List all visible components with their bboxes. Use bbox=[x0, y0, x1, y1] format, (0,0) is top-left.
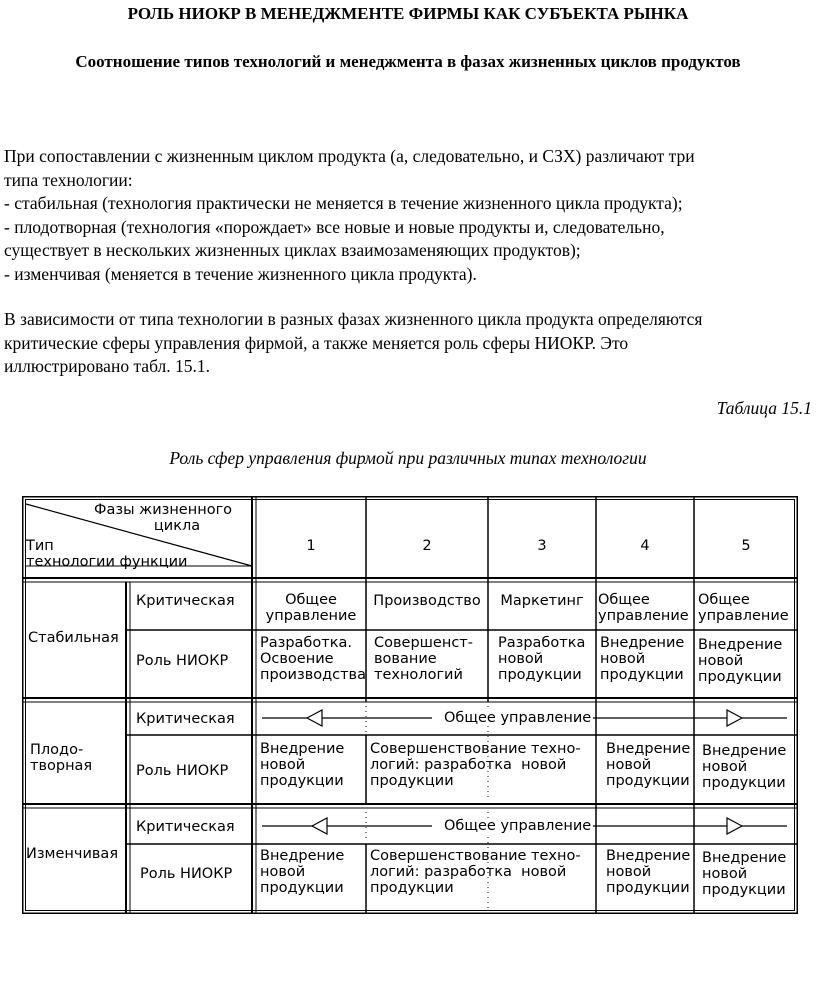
function-critical: Критическая bbox=[136, 819, 235, 835]
cell: Внедрение новой продукции bbox=[606, 741, 691, 789]
text-line: В зависимости от типа технологии в разных фазах жизненного цикла продукта определяются bbox=[4, 309, 703, 329]
cell: Производство bbox=[373, 593, 481, 609]
paragraph-management-spheres bbox=[4, 308, 812, 379]
text-line: критические сферы управления фирмой, а также меняется роль сферы НИОКР. Это bbox=[4, 332, 629, 353]
corner-phases-label: Фазы жизненного цикла bbox=[94, 502, 233, 534]
phase-4: 4 bbox=[640, 538, 650, 554]
cell: Внедрение новой продукции bbox=[260, 848, 345, 896]
cell: Внедрение новой продукции bbox=[260, 741, 345, 789]
critical-span: Общее управление bbox=[444, 710, 592, 726]
phase-5: 5 bbox=[741, 538, 751, 554]
cell: Маркетинг bbox=[500, 593, 584, 609]
function-rd-role: Роль НИОКР bbox=[136, 653, 229, 669]
phase-1: 1 bbox=[306, 538, 316, 554]
function-rd-role: Роль НИОКР bbox=[136, 763, 229, 779]
cell: Общее управление bbox=[598, 592, 689, 624]
function-critical: Критическая bbox=[136, 593, 235, 609]
cell: Внедрение новой продукции bbox=[702, 743, 787, 791]
arrow-left-icon bbox=[262, 818, 432, 834]
text-line: - изменчивая (меняется в течение жизненного цикла продукта). bbox=[4, 263, 477, 284]
text-line: При сопоставлении с жизненным циклом продукта (а, следовательно, и СЗХ) различают три bbox=[4, 146, 695, 166]
corner-type-label: Тип технологии функции bbox=[26, 538, 188, 570]
cell: Общее управление bbox=[698, 592, 789, 624]
text-line: - стабильная (технология практически не меняется в течение жизненного цикла продукта); bbox=[4, 193, 683, 213]
arrow-right-icon bbox=[588, 710, 787, 726]
arrow-right-icon bbox=[588, 818, 787, 834]
cell: Совершенст- вование технологий bbox=[374, 635, 473, 683]
page-heading: РОЛЬ НИОКР В МЕНЕДЖМЕНТЕ ФИРМЫ КАК СУБЪЕКТА РЫНКА bbox=[127, 4, 689, 23]
cell: Разработка новой продукции bbox=[498, 635, 586, 683]
text-line: - плодотворная (технология «порождает» все новые и новые продукты и, следовательно, bbox=[4, 216, 665, 237]
text-line: типа технологии: bbox=[4, 169, 133, 190]
cell: Внедрение новой продукции bbox=[698, 637, 783, 685]
function-rd-role: Роль НИОКР bbox=[140, 866, 233, 882]
technology-management-table bbox=[22, 496, 798, 914]
cell: Внедрение новой продукции bbox=[606, 848, 691, 896]
cell: Совершенствование техно- логий: разработка новой продукции bbox=[370, 741, 581, 789]
type-stable: Стабильная bbox=[28, 630, 119, 646]
arrow-left-icon bbox=[262, 710, 432, 726]
cell: Внедрение новой продукции bbox=[600, 635, 685, 683]
cell: Разработка. Освоение производства bbox=[260, 635, 366, 683]
text-line: существует в нескольких жизненных циклах взаимозаменяющих продуктов); bbox=[4, 240, 581, 260]
type-variable: Изменчивая bbox=[26, 846, 119, 862]
function-critical: Критическая bbox=[136, 711, 235, 727]
phase-2: 2 bbox=[422, 538, 432, 554]
phase-3: 3 bbox=[537, 538, 547, 554]
paragraph-technology-types bbox=[4, 145, 812, 286]
page-subheading: Соотношение типов технологий и менеджмента в фазах жизненных циклов продуктов bbox=[75, 52, 741, 71]
critical-span: Общее управление bbox=[444, 818, 592, 834]
cell: Внедрение новой продукции bbox=[702, 850, 787, 898]
table-caption: Роль сфер управления фирмой при различных типах технологии bbox=[169, 448, 647, 468]
table-label: Таблица 15.1 bbox=[716, 398, 812, 418]
text-line: иллюстрировано табл. 15.1. bbox=[4, 356, 211, 376]
cell: Общее управление bbox=[265, 592, 357, 624]
type-fruitful: Плодо- творная bbox=[30, 742, 93, 774]
cell: Совершенствование техно- логий: разработка новой продукции bbox=[370, 848, 581, 896]
